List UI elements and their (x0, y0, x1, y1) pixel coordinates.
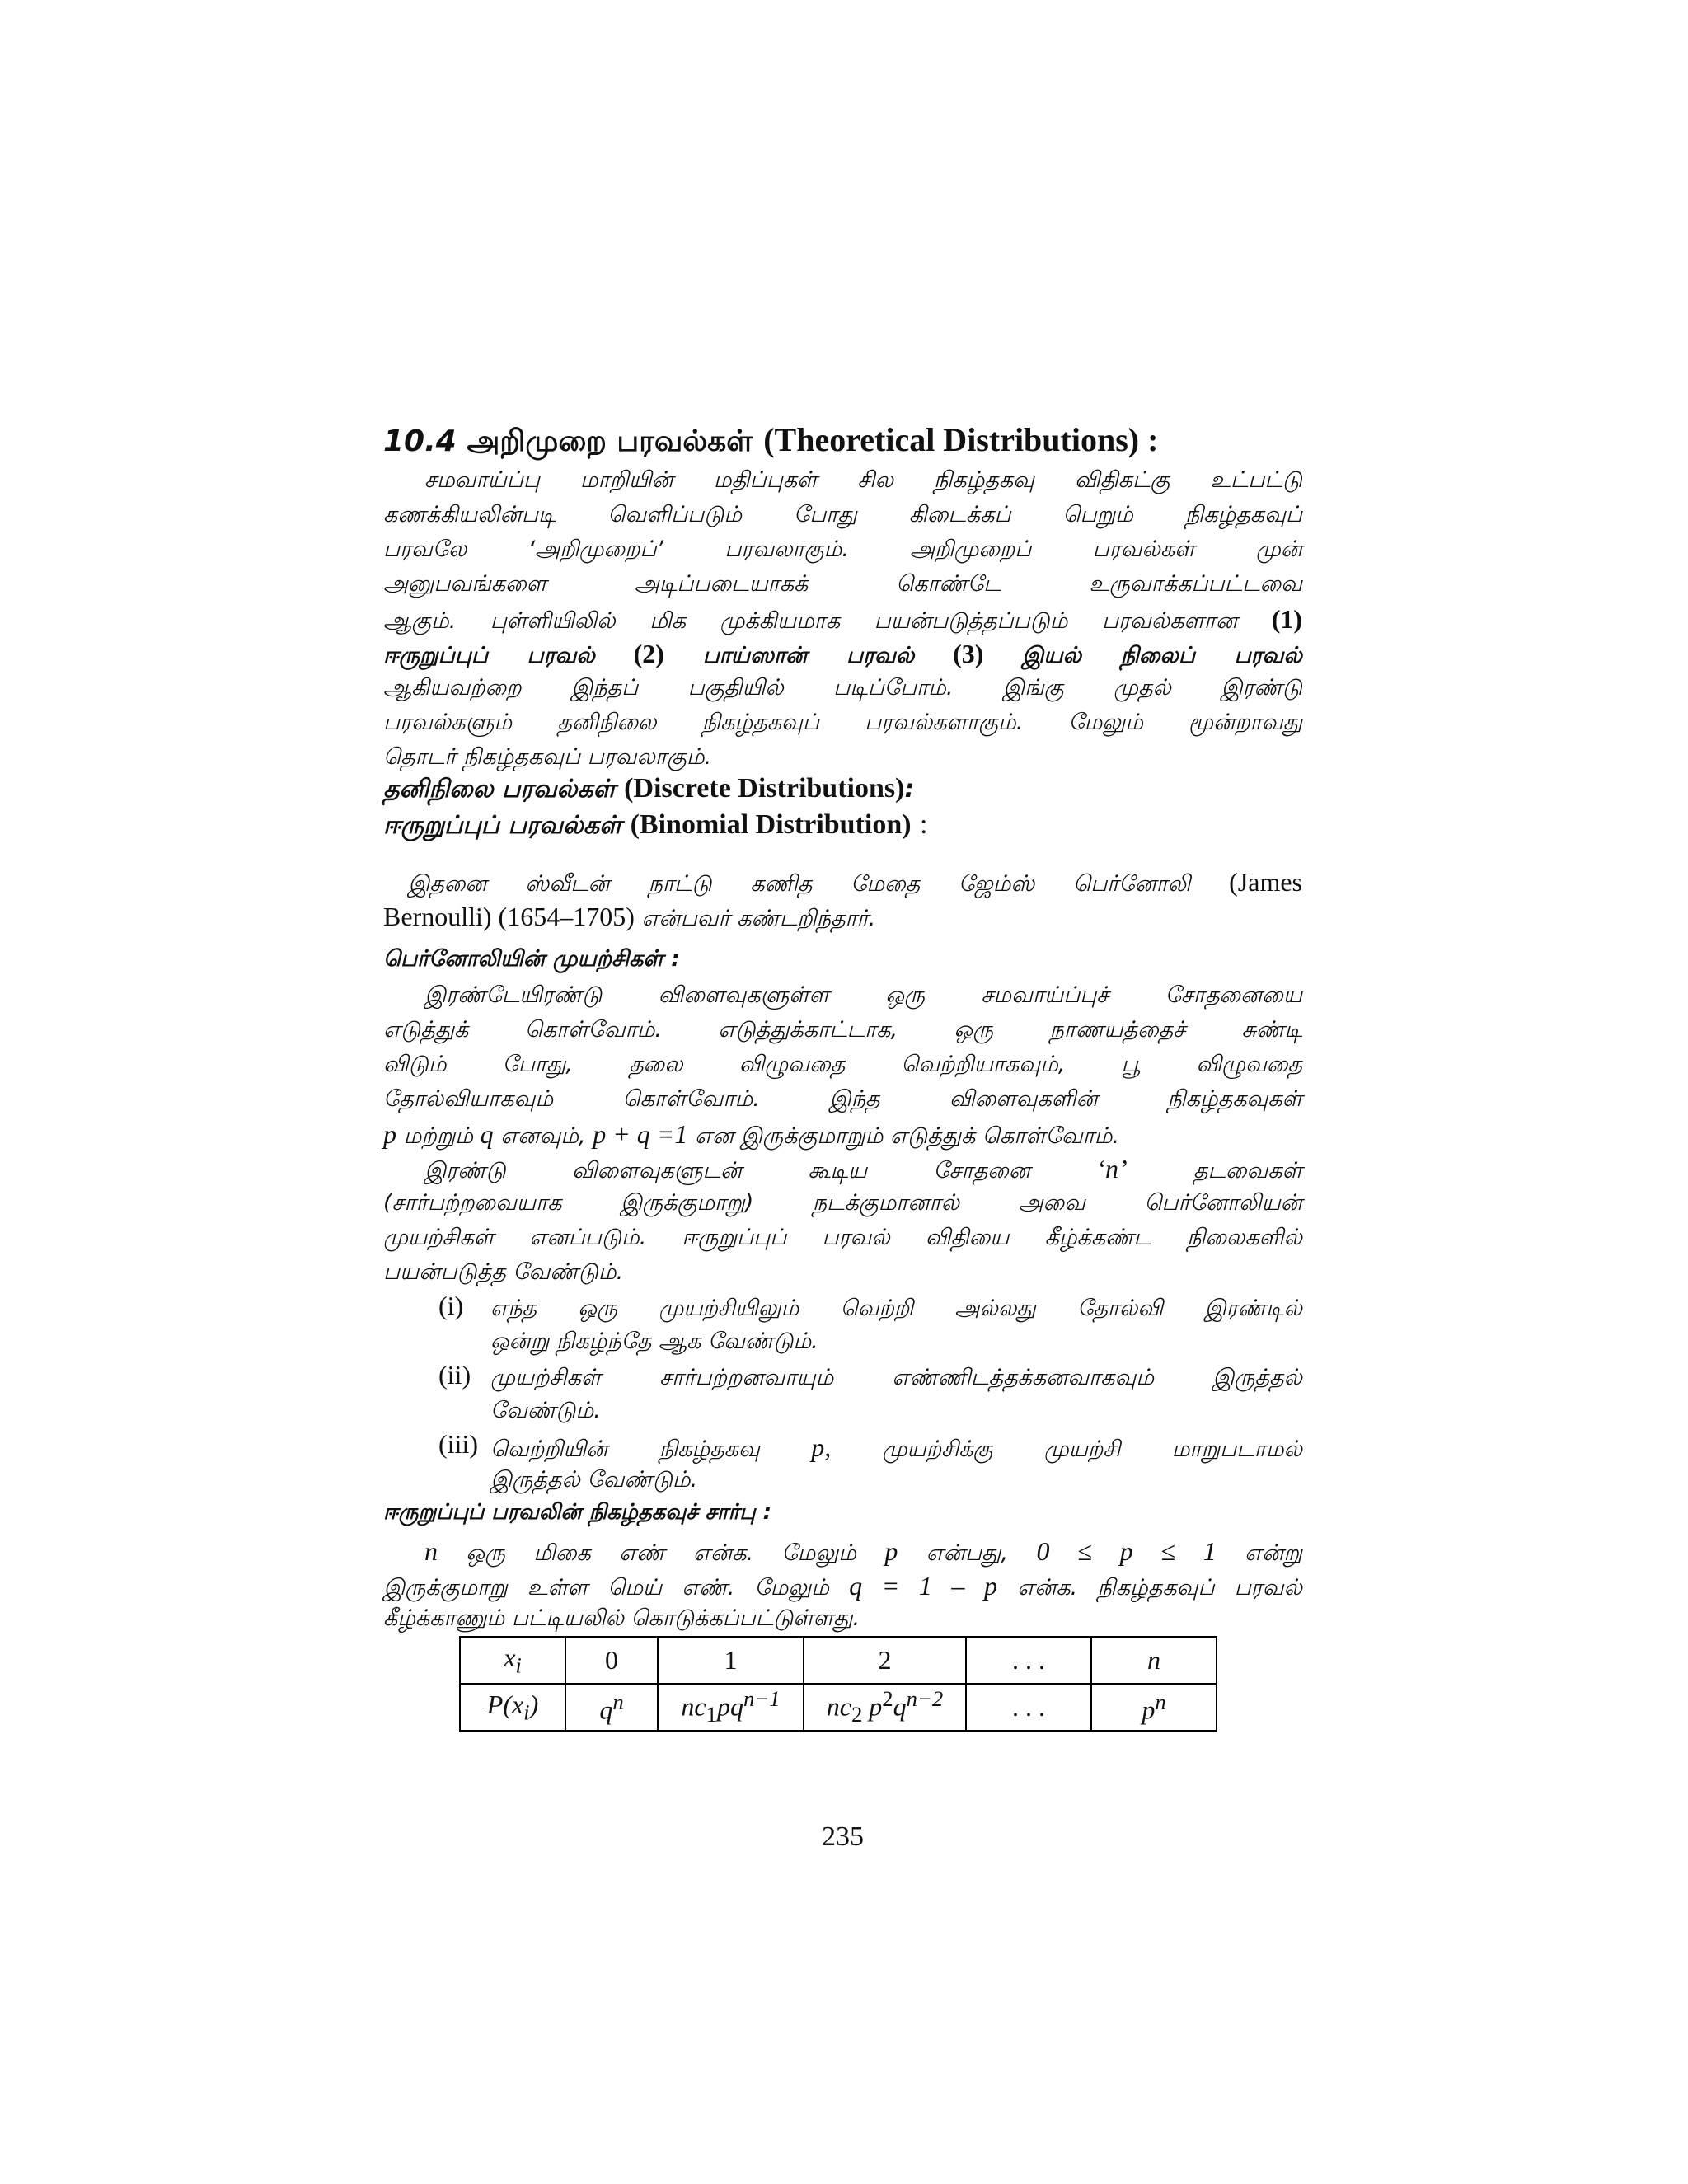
table-cell: 1 (658, 1637, 804, 1684)
condition-3-text-b: முயற்சிக்கு முயற்சி மாறுபடாமல் (882, 1436, 1302, 1462)
row-label: P(x (486, 1689, 524, 1719)
pmf-line-2-text-b: என்க. நிகழ்தகவுப் பரவல் (1017, 1575, 1302, 1601)
cell-nc1: nc (681, 1692, 706, 1722)
trials-line-9: பயன்படுத்த வேண்டும். (383, 1259, 624, 1285)
table-cell: 2 (804, 1637, 966, 1684)
trials-line-7: (சார்பற்றவையாக இருக்குமாறு) நடக்குமானால் அவை பெர்னோலியன் (383, 1190, 1302, 1216)
row-label-sub: i (523, 1699, 530, 1725)
bernoulli-name-years: Bernoulli) (1654–1705) (383, 902, 635, 931)
trials-heading: பெர்னோலியின் முயற்சிகள் : (383, 946, 680, 972)
table-cell (565, 1684, 658, 1731)
condition-3-text-a: வெற்றியின் நிகழ்தகவு (490, 1436, 760, 1462)
section-title-english: (Theoretical Distributions) : (763, 421, 1159, 458)
table-cell: n (1091, 1637, 1217, 1684)
table-cell: 0 (565, 1637, 658, 1684)
pmf-var-p: p (884, 1536, 898, 1566)
trials-line-6-text: இரண்டு விளைவுகளுடன் கூடிய சோதனை (424, 1158, 1031, 1183)
pmf-q-equation: q = 1 – p (849, 1571, 997, 1601)
cell-p2: p (862, 1692, 883, 1722)
condition-3-line-2: இருத்தல் வேண்டும். (490, 1467, 698, 1493)
intro-line-8: பரவல்களும் தனிநிலை நிகழ்தகவுப் பரவல்களாகும். மேலும் மூன்றாவது (383, 710, 1302, 735)
intro-list-number-2: (2) (633, 639, 664, 668)
condition-1-line-1: எந்த ஒரு முயற்சியிலும் வெற்றி அல்லது தோல்வி இரண்டில் (490, 1296, 1302, 1321)
intro-line-2: கணக்கியலின்படி வெளிப்படும் போது கிடைக்கப் பெறும் நிகழ்தகவுப் (383, 502, 1302, 527)
condition-number-3: (iii) (438, 1429, 478, 1459)
bernoulli-line-2 (383, 900, 1302, 935)
pmf-line-3: கீழ்க்காணும் பட்டியலில் கொடுக்கப்பட்டுள்ளது. (383, 1605, 860, 1631)
section-title-tamil: அறிமுறை பரவல்கள் (467, 424, 753, 458)
discrete-heading-colon: : (904, 775, 915, 804)
poisson-term: பாய்ஸான் பரவல் (702, 643, 915, 668)
cell-pq-sup: n−1 (743, 1686, 781, 1712)
cell-q2: q (893, 1692, 907, 1722)
pmf-line-2-text-a: இருக்குமாறு உள்ள மெய் எண். மேலும் (383, 1575, 829, 1601)
table-cell: . . . (966, 1684, 1091, 1731)
table-row (460, 1684, 1217, 1731)
cell-q: q (599, 1694, 613, 1725)
pmf-inequality: 0 ≤ p ≤ 1 (1036, 1536, 1217, 1566)
probability-table (459, 1636, 1217, 1732)
trials-line-5-and: மற்றும் (403, 1123, 473, 1149)
trials-line-6 (383, 1152, 1302, 1188)
cell-nc2: nc (826, 1692, 851, 1722)
table-cell: . . . (966, 1637, 1091, 1684)
bernoulli-line-2-tamil: என்பவர் கண்டறிந்தார். (641, 906, 876, 931)
pmf-line-1-text-b: என்பது, (926, 1540, 1009, 1566)
cell-nc1-sub: 1 (706, 1702, 717, 1727)
cell-pq: pq (716, 1692, 743, 1722)
intro-line-6 (383, 637, 1302, 673)
page-number: 235 (822, 1821, 864, 1852)
intro-line-5 (383, 602, 1302, 638)
pmf-line-2 (383, 1569, 1302, 1605)
binomial-heading-english: (Binomial Distribution) (630, 809, 912, 840)
binomial-heading-colon: : (920, 809, 928, 840)
binomial-heading (383, 809, 928, 843)
intro-line-3: பரவலே ‘அறிமுறைப்’ பரவலாகும். அறிமுறைப் பரவல்கள் முன் (383, 537, 1302, 562)
section-title (383, 420, 1158, 462)
intro-line-9: தொடர் நிகழ்தகவுப் பரவலாகும். (383, 744, 712, 770)
condition-number-2: (ii) (438, 1360, 471, 1390)
pmf-line-1 (383, 1535, 1302, 1570)
section-number: 10.4 (383, 424, 457, 458)
trials-line-3: விடும் போது, தலை விழுவதை வெற்றியாகவும், பூ விழுவதை (383, 1052, 1302, 1077)
condition-3-var-p: p, (811, 1432, 832, 1462)
normal-term: இயல் நிலைப் பரவல் (1022, 643, 1302, 668)
table-cell (658, 1684, 804, 1731)
var-n-quoted: ‘n’ (1096, 1154, 1128, 1183)
var-q: q (480, 1119, 494, 1149)
binomial-heading-tamil: ஈருறுப்புப் பரவல்கள் (383, 811, 622, 840)
cell-nc2-sub: 2 (851, 1702, 863, 1727)
table-cell (460, 1637, 565, 1684)
intro-line-7: ஆகியவற்றை இந்தப் பகுதியில் படிப்போம். இங்கு முதல் இரண்டு (383, 675, 1302, 701)
trials-line-8: முயற்சிகள் எனப்படும். ஈருறுப்புப் பரவல் விதியை கீழ்க்கண்ட நிலைகளில் (383, 1225, 1302, 1250)
pmf-var-n: n (424, 1536, 438, 1566)
discrete-heading-english: (Discrete Distributions) (624, 773, 905, 804)
intro-line-5-text: ஆகும். புள்ளியிலில் மிக முக்கியமாக பயன்படுத்தப்படும் பரவல்களான (383, 608, 1238, 634)
discrete-heading (383, 773, 914, 807)
condition-2-line-1: முயற்சிகள் சார்பற்றனவாயும் எண்ணிடத்தக்கனவாகவும் இருத்தல் (490, 1365, 1302, 1390)
cell-p: p (1142, 1694, 1156, 1725)
condition-number-1: (i) (438, 1291, 464, 1320)
var-p: p (383, 1119, 396, 1149)
trials-line-1: இரண்டேயிரண்டு விளைவுகளுள்ள ஒரு சமவாய்ப்புச் சோதனையை (424, 982, 1302, 1008)
pmf-line-1-text-a: ஒரு மிகை எண் என்க. மேலும் (466, 1540, 856, 1566)
condition-1-line-2: ஒன்று நிகழ்ந்தே ஆக வேண்டும். (490, 1329, 818, 1354)
condition-2-line-2: வேண்டும். (490, 1398, 601, 1423)
intro-line-4: அனுபவங்களை அடிப்படையாகக் கொண்டே உருவாக்கப்பட்டவை (383, 571, 1302, 597)
condition-3-line-1 (490, 1431, 1302, 1466)
binomial-term: ஈருறுப்புப் பரவல் (383, 643, 595, 668)
pmf-heading: ஈருறுப்புப் பரவலின் நிகழ்தகவுச் சார்பு : (383, 1500, 772, 1525)
cell-p2-sup: 2 (882, 1686, 893, 1712)
table-cell (1091, 1684, 1217, 1731)
cell-q-sup: n (612, 1689, 624, 1714)
discrete-heading-tamil: தனிநிலை பரவல்கள் (383, 775, 616, 804)
header-x: x (504, 1642, 516, 1672)
trials-line-5 (383, 1118, 1302, 1153)
intro-line-1: சமவாய்ப்பு மாறியின் மதிப்புகள் சில நிகழ்தகவு விதிகட்கு உட்பட்டு (424, 467, 1302, 493)
header-x-sub: i (515, 1652, 522, 1678)
bernoulli-line-1 (383, 865, 1302, 901)
table-row (460, 1637, 1217, 1684)
trials-line-2: எடுத்துக் கொள்வோம். எடுத்துக்காட்டாக, ஒரு நாணயத்தைச் சுண்டி (383, 1017, 1302, 1043)
table-cell (460, 1684, 565, 1731)
trials-line-5-text: எனவும், (500, 1123, 586, 1149)
bernoulli-line-1-tamil: இதனை ஸ்வீடன் நாட்டு கணித மேதை ஜேம்ஸ் பெர்னோலி (408, 871, 1191, 897)
intro-list-number-1: (1) (1271, 604, 1302, 634)
bernoulli-line-1-english: (James (1229, 867, 1302, 897)
trials-line-6-end: தடவைகள் (1193, 1158, 1302, 1183)
cell-p-sup: n (1155, 1689, 1166, 1714)
row-label-end: ) (529, 1689, 539, 1719)
p-plus-q-equation: p + q =1 (593, 1119, 688, 1149)
intro-list-number-3: (3) (953, 639, 984, 668)
pmf-line-1-text-c: என்று (1245, 1540, 1302, 1566)
table-cell (804, 1684, 966, 1731)
trials-line-4: தோல்வியாகவும் கொள்வோம். இந்த விளைவுகளின் நிகழ்தகவுகள் (383, 1086, 1302, 1112)
trials-line-5-end: என இருக்குமாறும் எடுத்துக் கொள்வோம். (694, 1123, 1120, 1149)
cell-q2-sup: n−2 (906, 1686, 944, 1712)
